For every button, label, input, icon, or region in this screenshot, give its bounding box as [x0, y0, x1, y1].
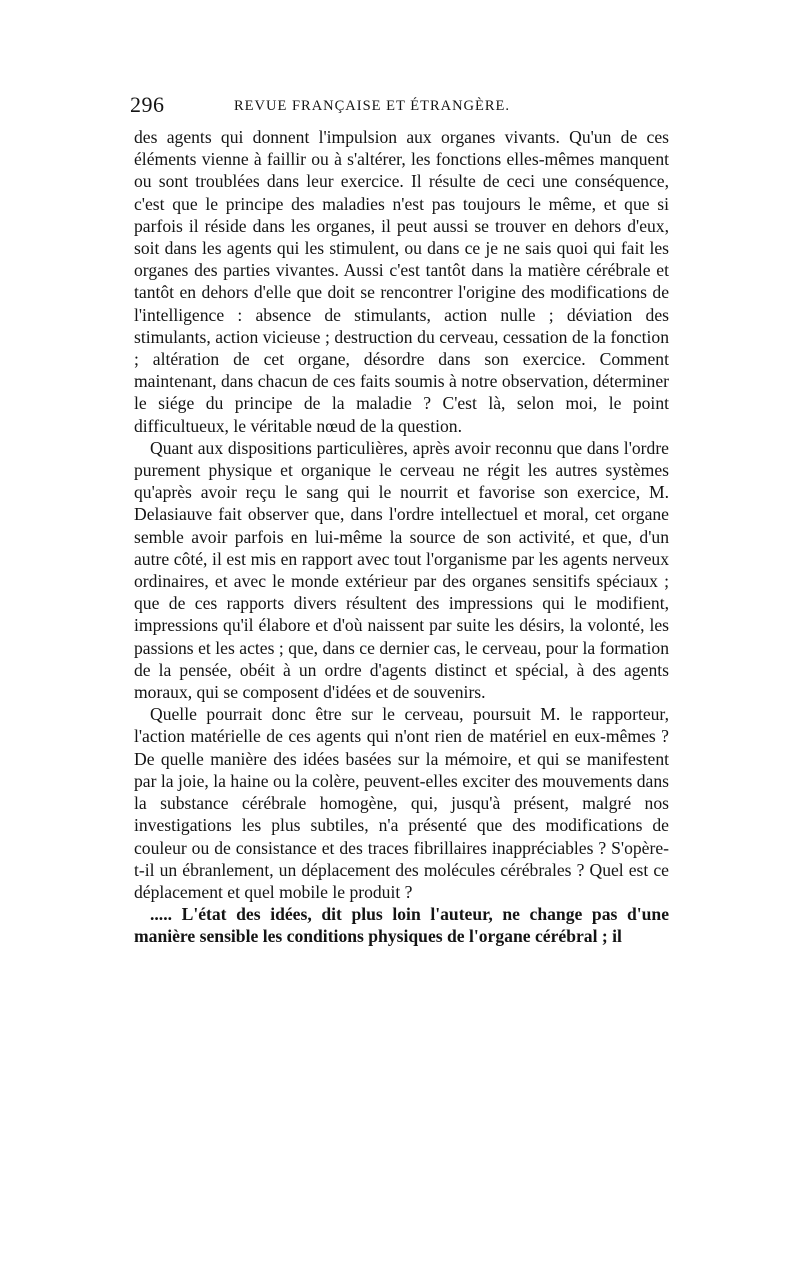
paragraph-1: des agents qui donnent l'impulsion aux organes vivants. Qu'un de ces éléments vienne à faillir ou à s'altérer, les fonctions elles-mêmes manquent ou sont troublées dans leur exercice. Il résulte de ceci une conséquence, c'est que le principe des maladies n'est pas toujours le même, et que si parfois il réside dans les organes, il peut aussi se trouver en dehors d'eux, soit dans les agents qui les stimulent, ou dans ce je ne sais quoi qui fait les organes des parties vivantes. Aussi c'est tantôt dans la matière cérébrale et tantôt en dehors d'elle que doit se rencontrer l'origine des modifications de l'intelligence : absence de stimulants, action nulle ; déviation des stimulants, action vicieuse ; destruction du cerveau, cessation de la fonction ; altération de cet organe, désordre dans son exercice. Comment maintenant, dans chacun de ces faits soumis à notre observation, déterminer le siége du principe de la maladie ? C'est là, selon moi, le point difficultueux, le véritable nœud de la question. — [134, 127, 669, 436]
running-title: REVUE FRANÇAISE ET ÉTRANGÈRE. — [234, 98, 511, 114]
paragraph-3: Quelle pourrait donc être sur le cerveau, poursuit M. le rapporteur, l'action matérielle de ces agents qui n'ont rien de matériel en eux-mêmes ? De quelle manière des idées basées sur la mémoire, et qui se manifestent par la joie, la haine ou la colère, peuvent-elles exciter des mouvements dans la substance cérébrale homogène, qui, jusqu'à présent, malgré nos investigations les plus subtiles, n'a présenté que des modifications de couleur ou de consistance et des traces fibrillaires inappréciables ? S'opère-t-il un ébranlement, un déplacement des molécules cérébrales ? Quel est ce déplacement et quel mobile le produit ? — [134, 704, 669, 902]
page-header — [130, 92, 669, 126]
paragraph-2: Quant aux dispositions particulières, après avoir reconnu que dans l'ordre purement physique et organique le cerveau ne régit les autres systèmes qu'après avoir reçu le sang qui le nourrit et favorise son exercice, M. Delasiauve fait observer que, dans l'ordre intellectuel et moral, cet organe semble avoir parfois en lui-même la source de son activité, et que, d'un autre côté, il est mis en rapport avec tout l'organisme par les agents nerveux ordinaires, et avec le monde extérieur par des organes sensitifs spéciaux ; que de ces rapports divers résultent des impressions qui le modifient, impressions qu'il élabore et d'où naissent par suite les désirs, la volonté, les passions et les actes ; que, dans ce dernier cas, le cerveau, pour la formation de la pensée, obéit à un ordre d'agents distinct et spécial, à des agents moraux, qui se composent d'idées et de souvenirs. — [134, 437, 669, 703]
body-text — [134, 126, 669, 948]
book-page — [130, 92, 669, 948]
page-number: 296 — [130, 92, 165, 117]
paragraph-4: ..... L'état des idées, dit plus loin l'auteur, ne change pas d'une manière sensible les conditions physiques de l'organe cérébral ; il — [134, 904, 669, 947]
